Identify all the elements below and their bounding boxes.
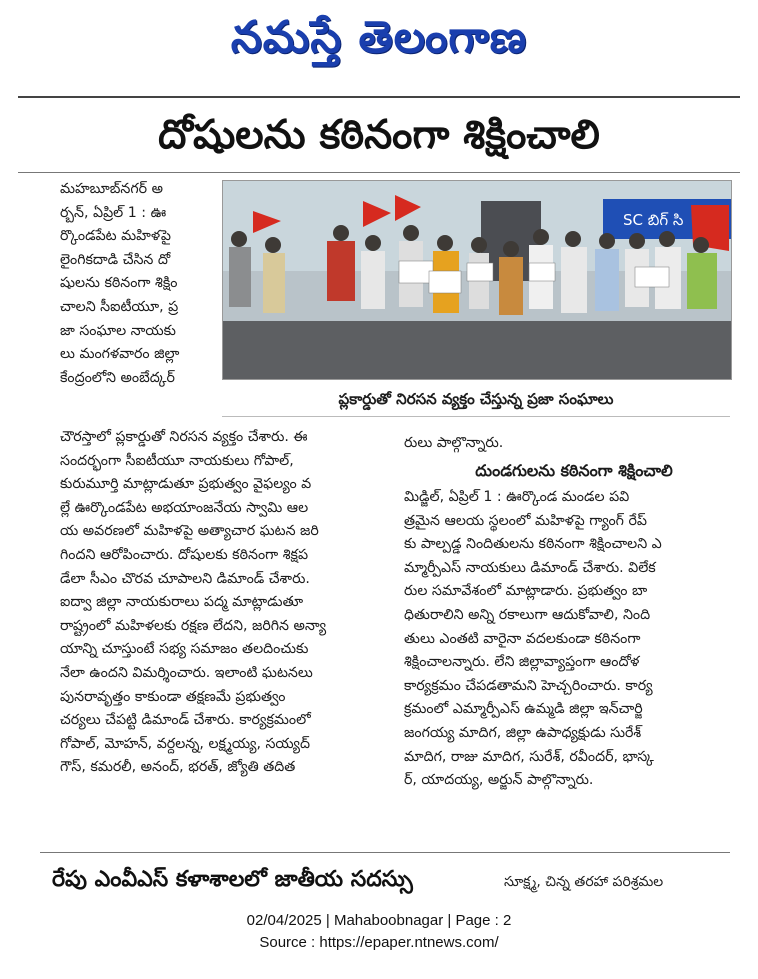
text-line: పునరావృత్తం కాకుండా తక్షణమే ప్రభుత్వం [60,688,286,705]
text-line: యాన్ని చూస్తుంటే సభ్య సమాజం తలదించుకు [60,641,309,658]
text-line: నేలా ఉందని విమర్శించారు. ఇలాంటి ఘటనలు [60,664,313,681]
text-line: రులు పాల్గొన్నారు. [404,435,504,451]
news-photo [222,180,732,380]
text-line: చాలని సీఐటీయూ, ప్ర [60,298,179,315]
text-line: య అవరణలో మహిళపై అత్యాచార ఘటన జరి [60,523,319,540]
next-article-teaser: సూక్ష్మ, చిన్న తరహా పరిశ్రమల [504,874,664,890]
text-line: ర్, యాదయ్య, అర్జున్ పాల్గొన్నారు. [404,772,594,789]
edition-info: 02/04/2025 | Mahaboobnagar | Page : 2 [246,912,512,929]
text-line: సందర్భంగా సీఐటీయూ నాయకులు గోపాల్, [60,452,294,469]
article-continuation [404,432,744,456]
masthead [0,8,758,74]
newspaper-logo: నమస్తే తెలంగాణ [230,12,528,63]
store-sign-text: SC బిగ్ సి [623,211,684,229]
text-line: జంగయ్య మాదిగ, జిల్లా ఉపాధ్యక్షుడు సురేశ్ [404,724,642,741]
text-line: మహబూబ్‌నగర్ అ [60,181,163,197]
text-line: ల్లే ఊర్కొండపేట అభయాంజనేయ స్వామి ఆల [60,499,309,516]
text-line: కురుమూర్తి మాట్లాడుతూ ప్రభుత్వం వైఫల్యం వ [60,476,312,493]
text-line: మ్మార్పీఎస్ నాయకులు డిమాండ్ చేశారు. విలేక [404,559,656,576]
text-line: లైంగికదాడి చేసిన దో [60,251,171,268]
text-line: ఐద్వా జిల్లా నాయకురాలు పద్మ మాట్లాడుతూ [60,594,304,611]
text-line: డేలా సీఎం చొరవ చూపాలని డిమాండ్ చేశారు. [60,570,310,587]
divider [18,96,740,98]
text-line: గిందని ఆరోపించారు. దోషులకు కఠినంగా శిక్షప [60,546,309,563]
text-line: గౌస్, కమరలీ, అనంద్, భరత్, జ్యోతి తదిత [60,759,296,776]
text-line: రాష్ట్రంలో మహిళలకు రక్షణ లేదని, జరిగిన అన్యా [60,617,327,634]
text-line: చర్యలు చేపట్టి డిమాండ్ చేశారు. కార్యక్రమంలో [60,712,311,729]
text-line: మిడ్జిల్, ఏప్రిల్ 1 : ఊర్కొండ మండల పవి [404,489,630,505]
second-article-body [404,486,744,793]
article-intro-column [60,178,220,390]
text-line: కార్యక్రమం చేపడతామని హెచ్చరించారు. కార్య [404,677,653,694]
text-line: ర్కొండపేట మహిళపై [60,228,171,245]
text-line: క్రమంలో ఎమ్మార్పీఎస్ ఉమ్మడి జిల్లా ఇన్‌చార్జి [404,701,643,718]
text-line: రుల సమావేశంలో మాట్లాడారు. ప్రభుత్వం బా [404,583,648,600]
text-line: తులు ఎంతటి వారైనా వదలకుండా కఠినంగా [404,630,641,647]
article-body-column [60,426,400,780]
text-line: జా సంఘాల నాయకు [60,322,176,339]
text-line: మాదిగ, రాజు మాదిగ, సురేశ్, రవీందర్, భాస్క [404,748,654,765]
divider [18,172,740,173]
text-line: ధితురాలిని అన్ని రకాలుగా ఆదుకోవాలి, నింది [404,606,651,623]
text-line: కేంద్రంలోని అంబేద్కర్ [60,369,175,386]
text-line: లు మంగళవారం జిల్లా [60,346,180,363]
text-line: శిక్షించాలన్నారు. లేని జిల్లావ్యాప్తంగా ఆందోళ [404,654,640,671]
article-headline: దోషులను కఠినంగా శిక్షించాలి [158,112,600,158]
page-footer [0,910,758,954]
text-line: కు పాల్పడ్డ నిందితులను కఠినంగా శిక్షించాలని ఎ [404,536,662,553]
text-line: చౌరస్తాలో ప్లకార్డుతో నిరసన వ్యక్తం చేశారు. ఈ [60,429,308,445]
text-line: ర్బన్, ఏప్రిల్ 1 : ఊ [60,204,167,221]
source-link[interactable]: Source : https://epaper.ntnews.com/ [259,934,499,951]
text-line: గోపాల్, మోహన్, వర్దలన్న, లక్ష్మయ్య, సయ్యద్ [60,735,311,752]
next-article-headline: రేపు ఎంవీఎస్ కళాశాలలో జాతీయ సదస్సు [52,867,413,892]
second-article-headline: దుండగులను కఠినంగా శిక్షించాలి [475,461,673,480]
text-line: త్రమైన ఆలయ స్థలంలో మహిళపై గ్యాంగ్ రేప్ [404,512,647,529]
photo-caption: ప్లకార్డుతో నిరసన వ్యక్తం చేస్తున్న ప్రజా సంఘాలు [222,382,730,417]
text-line: షులను కఠినంగా శిక్షిం [60,275,178,292]
divider [40,852,730,853]
